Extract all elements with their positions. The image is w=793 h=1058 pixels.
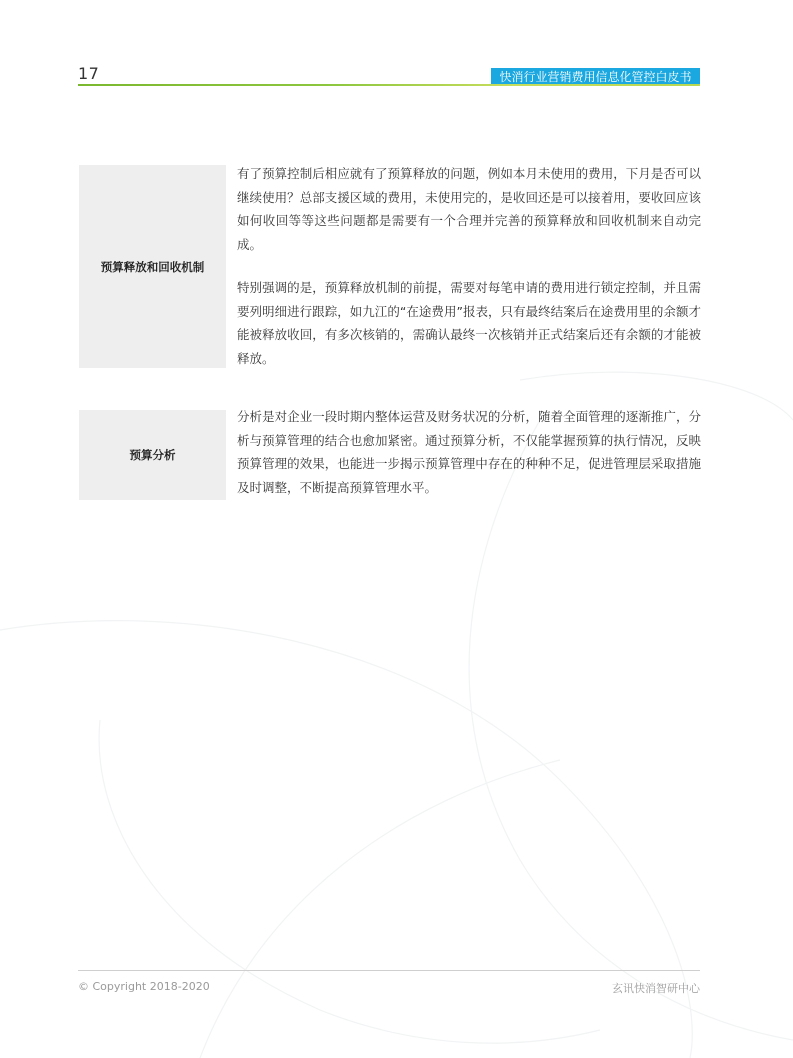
copyright-text: © Copyright 2018-2020 xyxy=(78,980,210,993)
section-label-text: 预算分析 xyxy=(129,448,176,462)
section-paragraph: 有了预算控制后相应就有了预算释放的问题，例如本月未使用的费用，下月是否可以继续使用？总部支援区域的费用，未使用完的，是收回还是可以接着用，要收回应该如何收回等等这些问题都是需要有一个合理并完善的预算释放和回收机制来自动完成。 xyxy=(237,166,701,252)
section-budget-analysis xyxy=(79,410,701,500)
section-paragraph: 分析是对企业一段时期内整体运营及财务状况的分析，随着全面管理的逐渐推广，分析与预算管理的结合也愈加紧密。通过预算分析，不仅能掌握预算的执行情况，反映预算管理的效果，也能进一步揭示预算管理中存在的种种不足，促进管理层采取措施及时调整，不断提高预算管理水平。 xyxy=(237,409,701,495)
section-paragraph: 特别强调的是，预算释放机制的前提，需要对每笔申请的费用进行锁定控制，并且需要列明细进行跟踪，如九江的“在途费用”报表，只有最终结案后在途费用里的余额才能被释放收回，有多次核销的，需确认最终一次核销并正式结案后还有余额的才能被释放。 xyxy=(237,280,701,366)
section-label xyxy=(79,165,226,368)
section-label xyxy=(79,410,226,500)
page-number: 17 xyxy=(78,64,100,83)
footer-divider xyxy=(78,970,700,971)
header-divider xyxy=(78,84,700,86)
organization-name: 玄讯快消智研中心 xyxy=(612,982,700,995)
section-budget-release xyxy=(79,165,701,368)
section-label-text: 预算释放和回收机制 xyxy=(100,259,205,274)
report-title-tag: 快消行业营销费用信息化管控白皮书 xyxy=(491,68,700,86)
